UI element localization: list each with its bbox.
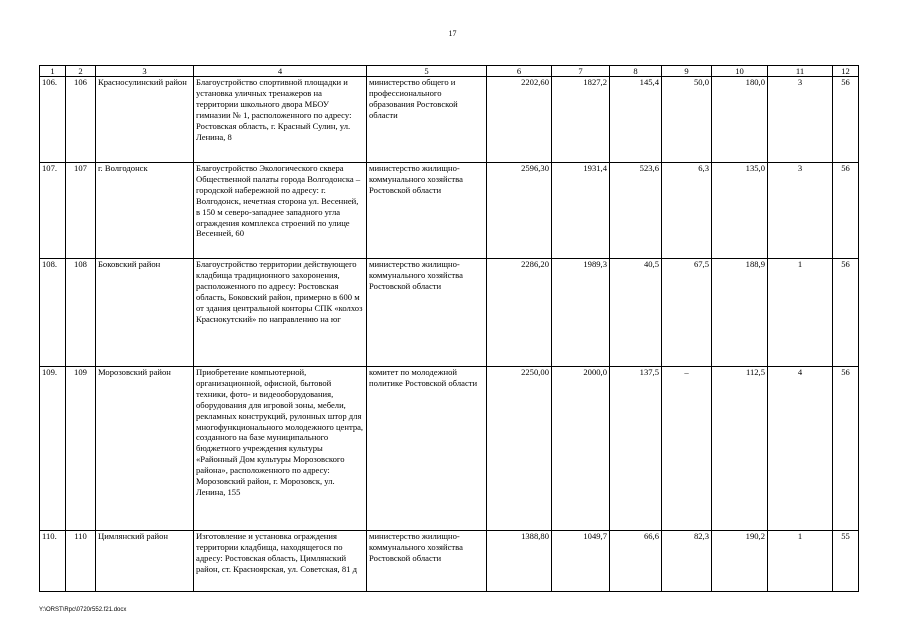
value-col11: 3	[768, 77, 833, 163]
row-number: 110	[66, 531, 96, 592]
responsible-ministry: министерство жилищно-коммунального хозяйства Ростовской области	[367, 259, 487, 367]
row-index: 110.	[40, 531, 66, 592]
value-col9: –	[662, 367, 712, 531]
value-col8: 145,4	[610, 77, 662, 163]
project-description: Приобретение компьютерной, организационной, офисной, бытовой техники, фото- и видеооборудования, оборудования для игровой зоны, мебели, рекламных конструкций, рулонных штор для многофункционального молодежного центра, созданного на базе муниципального бюджетного учреждения культуры «Районный Дом культуры Морозовского района», расположенного по адресу: Морозовский район, г. Морозовск, ул. Ленина, 155	[194, 367, 367, 531]
value-col12: 56	[833, 259, 859, 367]
value-col7: 1931,4	[552, 163, 610, 259]
header-cell: 3	[96, 66, 194, 77]
table-row	[40, 531, 859, 592]
value-col7: 1827,2	[552, 77, 610, 163]
header-cell: 9	[662, 66, 712, 77]
project-description: Благоустройство Экологического сквера Общественной палаты города Волгодонска – городской набережной по адресу: г. Волгодонск, нечетная сторона ул. Весенней, в 150 м северо-западнее западного угла ограждения комплекса строений по улице Весенней, 60	[194, 163, 367, 259]
value-col12: 55	[833, 531, 859, 592]
value-col10: 112,5	[712, 367, 768, 531]
value-col12: 56	[833, 367, 859, 531]
value-col6: 2250,00	[487, 367, 552, 531]
value-col6: 2596,30	[487, 163, 552, 259]
value-col10: 180,0	[712, 77, 768, 163]
row-number: 106	[66, 77, 96, 163]
value-col9: 82,3	[662, 531, 712, 592]
project-description: Благоустройство территории действующего кладбища традиционного захоронения, расположенного по адресу: Ростовская область, Боковский район, примерно в 600 м от здания центральной конторы СПК «колхоз Краснокутский» по направлению на юг	[194, 259, 367, 367]
value-col8: 523,6	[610, 163, 662, 259]
row-index: 107.	[40, 163, 66, 259]
value-col6: 2286,20	[487, 259, 552, 367]
value-col10: 190,2	[712, 531, 768, 592]
row-index: 109.	[40, 367, 66, 531]
responsible-ministry: министерство общего и профессионального образования Ростовской области	[367, 77, 487, 163]
row-index: 108.	[40, 259, 66, 367]
value-col11: 1	[768, 259, 833, 367]
value-col10: 188,9	[712, 259, 768, 367]
project-description: Благоустройство спортивной площадки и установка уличных тренажеров на территории школьного двора МБОУ гимназии № 1, расположенного по адресу: Ростовская область, г. Красный Сулин, ул. Ленина, 8	[194, 77, 367, 163]
header-cell: 8	[610, 66, 662, 77]
header-cell: 4	[194, 66, 367, 77]
responsible-ministry: министерство жилищно-коммунального хозяйства Ростовской области	[367, 163, 487, 259]
value-col9: 6,3	[662, 163, 712, 259]
header-row	[40, 66, 859, 77]
value-col8: 40,5	[610, 259, 662, 367]
header-cell: 5	[367, 66, 487, 77]
responsible-ministry: комитет по молодежной политике Ростовской области	[367, 367, 487, 531]
value-col11: 3	[768, 163, 833, 259]
value-col9: 50,0	[662, 77, 712, 163]
value-col7: 1049,7	[552, 531, 610, 592]
municipality: Боковский район	[96, 259, 194, 367]
row-number: 108	[66, 259, 96, 367]
table-row	[40, 163, 859, 259]
row-number: 107	[66, 163, 96, 259]
value-col10: 135,0	[712, 163, 768, 259]
row-number: 109	[66, 367, 96, 531]
municipality: г. Волгодонск	[96, 163, 194, 259]
value-col6: 1388,80	[487, 531, 552, 592]
municipality: Морозовский район	[96, 367, 194, 531]
municipality: Красносулинский район	[96, 77, 194, 163]
value-col6: 2202,60	[487, 77, 552, 163]
header-cell: 11	[768, 66, 833, 77]
row-index: 106.	[40, 77, 66, 163]
value-col11: 1	[768, 531, 833, 592]
projects-table	[39, 65, 859, 592]
header-cell: 2	[66, 66, 96, 77]
responsible-ministry: министерство жилищно-коммунального хозяйства Ростовской области	[367, 531, 487, 592]
value-col8: 137,5	[610, 367, 662, 531]
value-col8: 66,6	[610, 531, 662, 592]
table-row	[40, 259, 859, 367]
header-cell: 6	[487, 66, 552, 77]
value-col7: 1989,3	[552, 259, 610, 367]
page-number: 17	[448, 29, 457, 38]
header-cell: 7	[552, 66, 610, 77]
value-col9: 67,5	[662, 259, 712, 367]
header-cell: 12	[833, 66, 859, 77]
value-col7: 2000,0	[552, 367, 610, 531]
value-col11: 4	[768, 367, 833, 531]
header-cell: 1	[40, 66, 66, 77]
project-description: Изготовление и установка ограждения территории кладбища, находящегося по адресу: Ростовская область, Цимлянский район, ст. Красноярская, ул. Советская, 81 д	[194, 531, 367, 592]
file-path-footer: Y:\ORST\Rpc\0720r552.f21.docx	[39, 607, 127, 613]
header-cell: 10	[712, 66, 768, 77]
table-row	[40, 367, 859, 531]
municipality: Цимлянский район	[96, 531, 194, 592]
value-col12: 56	[833, 163, 859, 259]
value-col12: 56	[833, 77, 859, 163]
table-row	[40, 77, 859, 163]
